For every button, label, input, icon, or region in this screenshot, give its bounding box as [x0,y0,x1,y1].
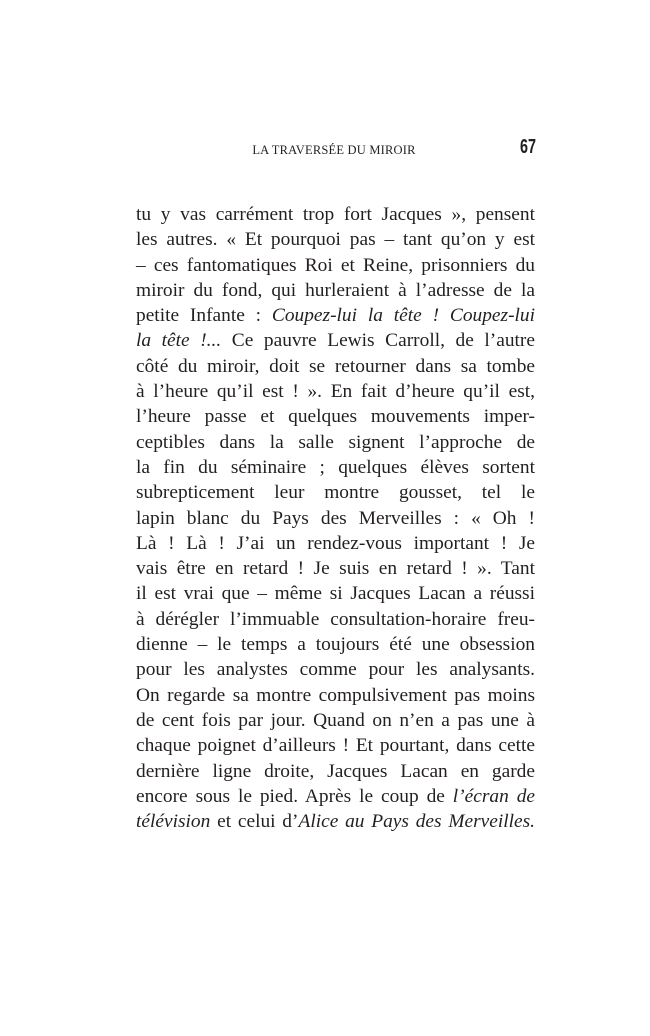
text-line [136,531,535,556]
text-line [136,556,535,581]
text-segment: Là ! Là ! J’ai un rendez-vous important ! Je [136,532,535,554]
text-line [136,657,535,682]
text-segment: subrepticement leur montre gousset, tel le [136,482,535,504]
text-segment: petite Infante : [136,305,272,327]
text-segment: à l’heure qu’il est ! ». En fait d’heure qu’il est, [136,381,535,403]
text-segment: ceptibles dans la salle signent l’approche de [136,431,535,453]
text-segment: de cent fois par jour. Quand on n’en a pas une à [136,709,535,731]
text-segment: à dérégler l’immuable consultation-horaire freu- [136,608,535,630]
text-line [136,632,535,657]
text-line [136,581,535,606]
text-segment: la fin du séminaire ; quelques élèves sortent [136,456,535,478]
text-line [136,328,535,353]
text-line [136,708,535,733]
text-segment: dienne – le temps a toujours été une obsession [136,634,535,656]
italic-text-segment: télévision [136,811,211,833]
text-line [136,480,535,505]
text-line [136,506,535,531]
text-line [136,809,535,834]
text-line [136,354,535,379]
text-segment: Ce pauvre Lewis Carroll, de l’autre [221,330,535,352]
text-line [136,202,535,227]
text-line [136,784,535,809]
italic-text-segment: la tête !... [136,330,222,352]
text-segment: On regarde sa montre compulsivement pas moins [136,684,535,706]
italic-text-segment: Alice au Pays des Merveilles. [298,811,535,833]
text-segment: miroir du fond, qui hurleraient à l’adresse de la [136,279,535,301]
text-line [136,430,535,455]
text-segment: et celui d’ [210,811,299,833]
text-segment: côté du miroir, doit se retourner dans sa tombe [136,355,535,377]
text-segment: – ces fantomatiques Roi et Reine, prisonniers du [136,254,535,276]
running-head-title: LA TRAVERSÉE DU MIROIR [252,143,416,157]
body-text [136,202,535,834]
text-segment: lapin blanc du Pays des Merveilles : « Oh ! [136,507,535,529]
page-number: 67 [519,136,536,158]
text-segment: vais être en retard ! Je suis en retard ! ». Tant [136,558,535,580]
text-line [136,455,535,480]
text-segment: les autres. « Et pourquoi pas – tant qu’on y est [136,229,535,251]
text-line [136,253,535,278]
text-segment: pour les analystes comme pour les analysants. [136,659,535,681]
text-line [136,278,535,303]
text-segment: dernière ligne droite, Jacques Lacan en garde [136,760,535,782]
text-segment: tu y vas carrément trop fort Jacques », pensent [136,204,535,225]
text-line [136,733,535,758]
italic-text-segment: Coupez-lui la tête ! Coupez-lui [271,305,536,327]
text-line [136,404,535,429]
italic-text-segment: l’écran de [452,785,535,807]
text-line [136,759,535,784]
text-line [136,303,535,328]
text-line [136,607,535,632]
text-segment: chaque poignet d’ailleurs ! Et pourtant, dans cette [136,735,535,757]
text-line [136,683,535,708]
text-line [136,227,535,252]
text-line [136,379,535,404]
text-segment: l’heure passe et quelques mouvements imper- [136,406,535,428]
text-segment: encore sous le pied. Après le coup de [136,785,453,807]
text-segment: il est vrai que – même si Jacques Lacan a réussi [136,583,535,605]
